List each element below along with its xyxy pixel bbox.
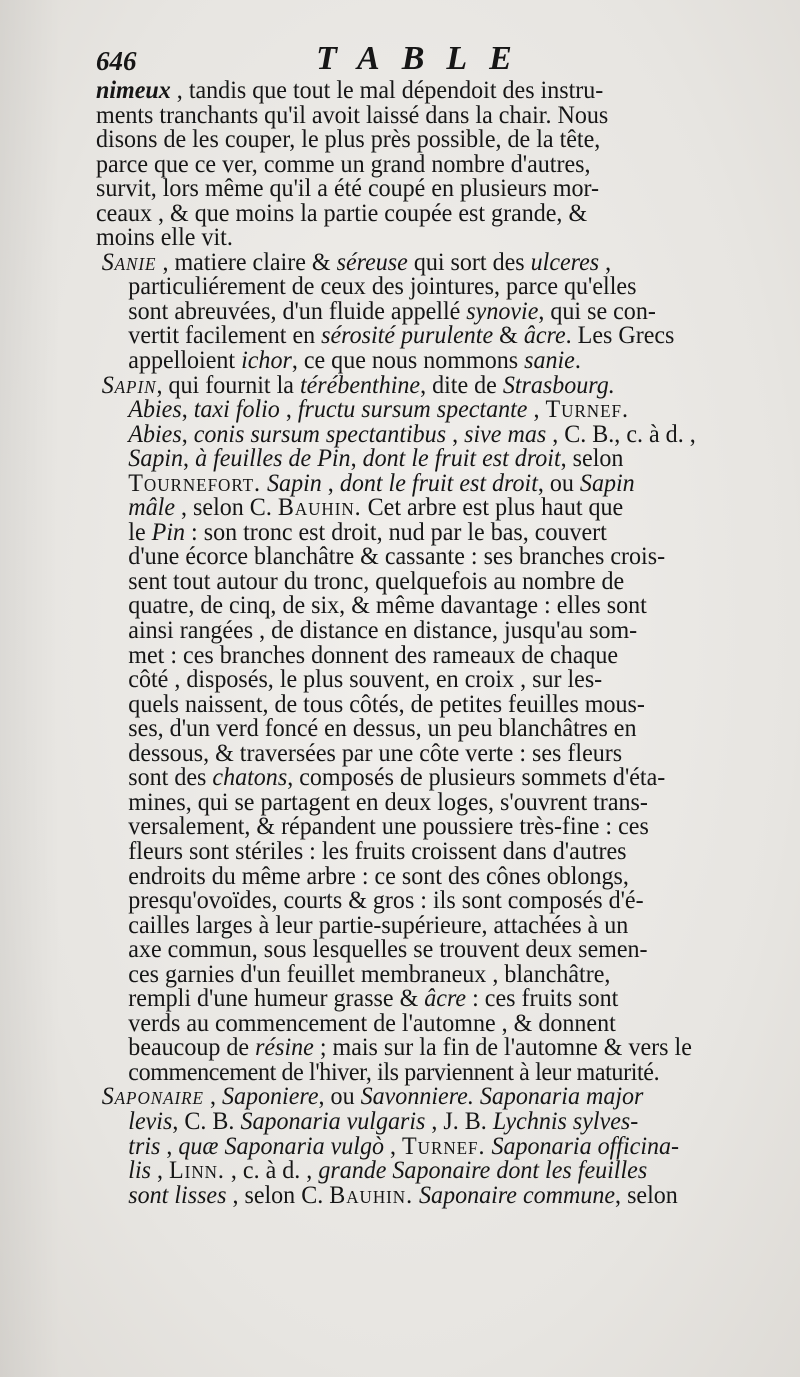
text-line: endroits du même arbre : ce sont des cônes oblongs, [128, 861, 629, 890]
running-title: TABLE [316, 40, 534, 77]
text-line: côté , disposés, le plus souvent, en croix , sur les- [128, 665, 603, 694]
text-line: sont lisses , selon C. Bauhin. Saponaire commune, selon [128, 1180, 678, 1209]
text-line: quels naissent, de tous côtés, de petites feuilles mous- [128, 689, 645, 718]
text-line: beaucoup de résine ; mais sur la fin de l'automne & vers le [128, 1033, 692, 1062]
page-number: 646 [96, 46, 137, 76]
text-line: disons de les couper, le plus près possible, de la tête, [96, 125, 601, 154]
text-line: ceaux , & que moins la partie coupée est grande, & [96, 198, 588, 227]
text-line: ces garnies d'un feuillet membraneux , blanchâtre, [128, 959, 611, 988]
text-line: ments tranchants qu'il avoit laissé dans la chair. Nous [96, 100, 609, 129]
text-line: particuliérement de ceux des jointures, parce qu'elles [128, 272, 637, 301]
entry-sapin: Sapin, qui fournit la térébenthine, dite de Strasbourg. [101, 370, 615, 399]
text-line: Tournefort. Sapin , dont le fruit est droit, ou Sapin [128, 468, 635, 497]
text-line: ainsi rangées , de distance en distance, jusqu'au som- [128, 616, 638, 645]
entry-sanie: Sanie , matiere claire & séreuse qui sort des ulceres , [101, 247, 612, 276]
text-line: versalement, & répandent une poussiere très-fine : ces [128, 812, 649, 841]
entry-saponaire: Saponaire , Saponiere, ou Savonniere. Saponaria major [101, 1082, 644, 1111]
text-line: axe commun, sous lesquelles se trouvent deux semen- [128, 935, 648, 964]
text-line: Abies, taxi folio , fructu sursum spectante , Turnef. [128, 395, 629, 424]
text-line: dessous, & traversées par une côte verte : ses fleurs [128, 738, 623, 767]
headword: Sapin [101, 370, 157, 399]
text-line: commencement de l'hiver, ils parviennent à leur maturité. [128, 1057, 660, 1086]
text-line: le Pin : son tronc est droit, nud par le bas, couvert [128, 517, 607, 546]
text-line: ses, d'un verd foncé en dessus, un peu blanchâtres en [128, 714, 637, 743]
text-line: cailles larges à leur partie-supérieure, attachées à un [128, 910, 629, 939]
text-line: d'une écorce blanchâtre & cassante : ses branches crois- [128, 542, 666, 571]
headword: Saponaire [101, 1082, 204, 1111]
text-line: tris , quæ Saponaria vulgò , Turnef. Saponaria officina- [128, 1131, 680, 1160]
text-line: levis, C. B. Saponaria vulgaris , J. B. Lychnis sylves- [128, 1106, 639, 1135]
text-line: met : ces branches donnent des rameaux de chaque [128, 640, 619, 669]
text-line: sont abreuvées, d'un fluide appellé synovie, qui se con- [128, 296, 656, 325]
text-line: mines, qui se partagent en deux loges, s'ouvrent trans- [128, 787, 648, 816]
headword: Sanie [101, 247, 157, 276]
gutter-shadow [0, 0, 60, 1377]
text-line: appelloient ichor, ce que nous nommons sanie. [128, 346, 581, 375]
text-line: nimeux , tandis que tout le mal dépendoit des instru- [96, 76, 604, 104]
text-line: fleurs sont stériles : les fruits croissent dans d'autres [128, 836, 627, 865]
text-line: sont des chatons, composés de plusieurs sommets d'éta- [128, 763, 666, 792]
text-line: sent tout autour du tronc, quelquefois au nombre de [128, 566, 625, 595]
text-line: parce que ce ver, comme un grand nombre d'autres, [96, 149, 591, 178]
text-line: vertit facilement en sérosité purulente & âcre. Les Grecs [128, 321, 675, 350]
text-line: lis , Linn. , c. à d. , grande Saponaire dont les feuilles [128, 1156, 648, 1185]
text-line: rempli d'une humeur grasse & âcre : ces fruits sont [128, 984, 619, 1013]
text-line: presqu'ovoïdes, courts & gros : ils sont composés d'é- [128, 886, 644, 915]
text-line: Sapin, à feuilles de Pin, dont le fruit est droit, selon [128, 444, 624, 473]
text-line: Abies, conis sursum spectantibus , sive mas , C. B., c. à d. , [128, 419, 696, 448]
text-line: verds au commencement de l'automne , & donnent [128, 1008, 616, 1037]
text-line: survit, lors même qu'il a été coupé en plusieurs mor- [96, 174, 600, 203]
text-line: mâle , selon C. Bauhin. Cet arbre est plus haut que [128, 493, 624, 522]
text-line: moins elle vit. [96, 223, 233, 252]
body-text [96, 78, 733, 1207]
text-line: quatre, de cinq, de six, & même davantage : elles sont [128, 591, 647, 620]
